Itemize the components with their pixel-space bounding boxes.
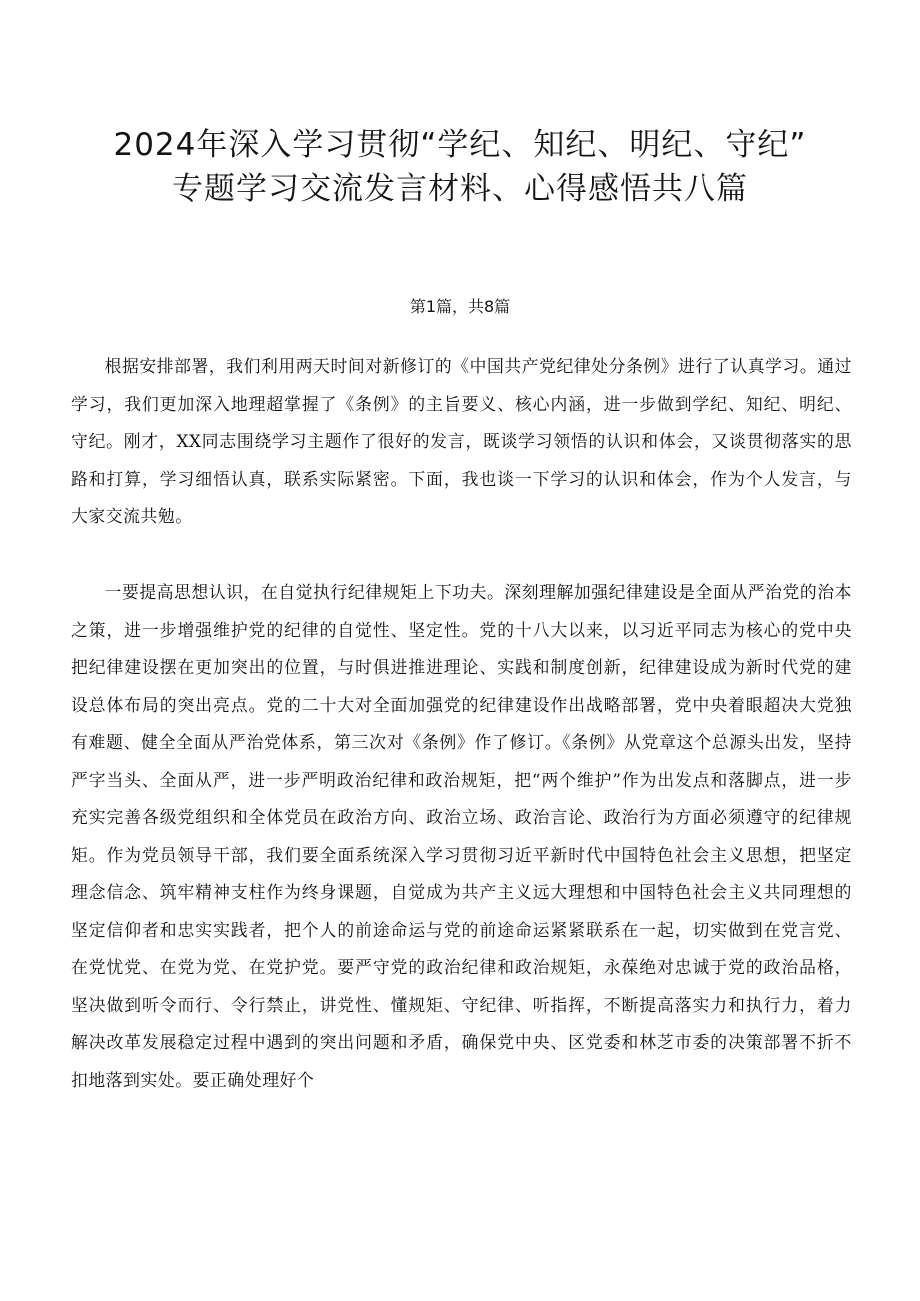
document-title-line-1: 2024年深入学习贯彻“学纪、知纪、明纪、守纪” xyxy=(113,127,807,163)
document-title-line-2: 专题学习交流发言材料、心得感悟共八篇 xyxy=(172,171,748,207)
paragraph-intro: 根据安排部署，我们利用两天时间对新修订的《中国共产党纪律处分条例》进行了认真学习。通过学习，我们更加深入地理超掌握了《条例》的主旨要义、核心内涵，进一步做到学纪、知纪、明纪、守纪。刚才，XX同志围绕学习主题作了很好的发言，既谈学习领悟的认识和体会，又谈贯彻落实的思路和打算，学习细悟认真，联系实际紧密。下面，我也谈一下学习的认识和体会，作为个人发言，与大家交流共勉。 xyxy=(71,356,852,526)
section-counter: 第1篇，共8篇 xyxy=(409,297,511,316)
paragraph-point-one: 一要提高思想认识，在自觉执行纪律规矩上下功夫。深刻理解加强纪律建设是全面从严治党的治本之策，进一步增强维护党的纪律的自觉性、坚定性。党的十八大以来，以习近平同志为核心的党中央把纪律建设摆在更加突出的位置，与时俱进推进理论、实践和制度创新，纪律建设成为新时代党的建设总体布局的突出亮点。党的二十大对全面加强党的纪律建设作出战略部署，党中央着眼超决大党独有难题、健全全面从严治党体系，第三次对《条例》作了修订。《条例》从党章这个总源头出发，坚持严字当头、全面从严，进一步严明政治纪律和政治规矩，把“两个维护”作为出发点和落脚点，进一步充实完善各级党组织和全体党员在政治方向、政治立场、政治言论、政治行为方面必须遵守的纪律规矩。作为党员领导干部，我们要全面系统深入学习贯彻习近平新时代中国特色社会主义思想，把坚定理念信念、筑牢精神支柱作为终身课题，自觉成为共产主义远大理想和中国特色社会主义共同理想的坚定信仰者和忠实实践者，把个人的前途命运与党的前途命运紧紧联系在一起，切实做到在党言党、在党忧党、在党为党、在党护党。要严守党的政治纪律和政治规矩，永葆绝对忠诚于党的政治品格，坚决做到听令而行、令行禁止，讲党性、懂规矩、守纪律、听指挥，不断提高落实力和执行力，着力解决改革发展稳定过程中遇到的突出问题和矛盾，确保党中央、区党委和林芝市委的决策部署不折不扣地落到实处。要正确处理好个 xyxy=(71,582,852,1090)
